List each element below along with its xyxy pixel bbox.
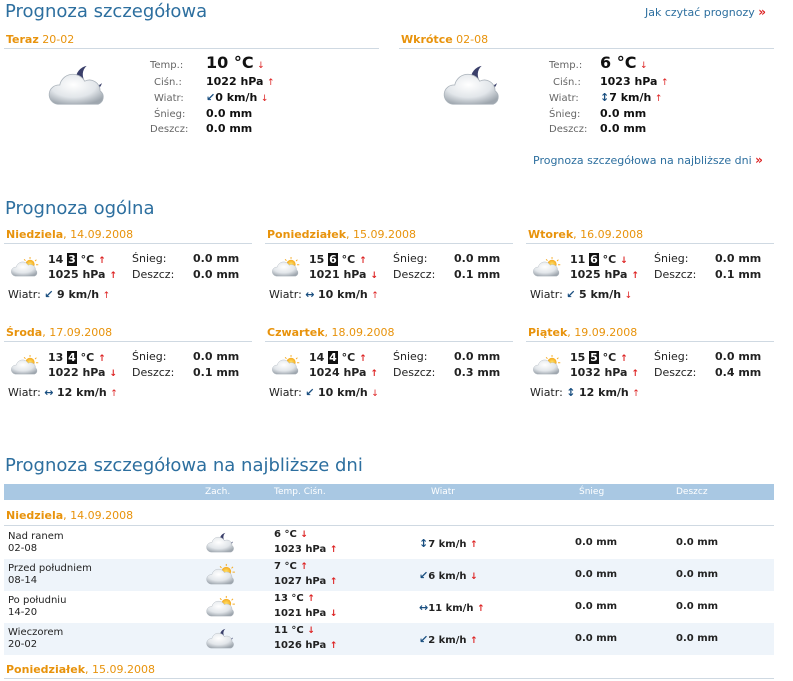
day-date: 19.09.2008 [574, 326, 638, 339]
row-snow: 0.0 mm [575, 537, 618, 548]
wind-direction-icon: ↙ [419, 569, 429, 582]
snow-label: Śnieg: [132, 350, 167, 363]
sun-cloud-icon [531, 354, 563, 377]
header-wind: Wiatr [431, 487, 455, 497]
day-card [526, 228, 776, 318]
now-rain-value: 0.0 mm [206, 122, 253, 135]
day-name: Poniedziałek [267, 228, 347, 241]
day-card [4, 228, 254, 318]
snow-value: 0.0 mm [193, 252, 240, 265]
rain-value: 0.3 mm [454, 366, 501, 379]
now-time: 20-02 [42, 33, 75, 46]
rain-label: Deszcz: [132, 268, 175, 281]
now-heading [6, 33, 74, 46]
snow-value: 0.0 mm [193, 350, 240, 363]
trend-icon: ↓ [620, 256, 628, 266]
how-to-read-link[interactable] [645, 5, 766, 19]
wind-value: 10 km/h [318, 288, 368, 301]
day-name: Środa [6, 326, 43, 339]
wind-direction-icon: ↙ [419, 633, 429, 646]
wind-direction-icon: ↔ [305, 288, 315, 301]
now-temp-label: Temp.: [150, 60, 184, 71]
temp-high: 15 [570, 351, 586, 364]
trend-icon: ↑ [631, 271, 639, 281]
rain-label: Deszcz: [654, 366, 697, 379]
now-rain-label: Deszcz: [150, 124, 189, 135]
row-wind-value: 7 km/h [428, 539, 467, 550]
temp-high: 13 [48, 351, 64, 364]
trend-icon: ↓ [329, 609, 338, 619]
trend-icon: ↑ [307, 594, 315, 604]
header-snow: Śnieg [579, 487, 605, 497]
trend-icon: ↑ [469, 540, 478, 550]
how-to-read-link-label[interactable]: Jak czytać prognozy [645, 6, 755, 19]
trend-down-icon: ↓ [639, 61, 648, 71]
trend-icon: ↓ [624, 291, 633, 301]
row-pres-value: 1027 hPa [274, 576, 327, 587]
now-snow-value: 0.0 mm [206, 107, 253, 120]
soon-time: 02-08 [456, 33, 489, 46]
day-heading: Wtorek, 16.09.2008 [528, 228, 644, 241]
trend-icon: ↑ [632, 389, 640, 399]
row-pres [274, 640, 337, 651]
day-wind [8, 386, 118, 399]
day-pres [309, 366, 378, 379]
trend-up-icon: ↑ [266, 78, 275, 88]
trend-icon: ↑ [109, 271, 117, 281]
wind-direction-icon: ↙ [305, 386, 315, 399]
row-period: Przed południem [8, 563, 92, 574]
detail-title: Prognoza szczegółowa [5, 1, 208, 22]
rain-label: Deszcz: [654, 268, 697, 281]
trend-icon: ↑ [110, 389, 118, 399]
day-heading: Niedziela, 14.09.2008 [6, 228, 134, 241]
row-pres [274, 608, 337, 619]
row-period: Po południu [8, 595, 67, 606]
rain-value: 0.1 mm [193, 366, 240, 379]
sun-cloud-icon [270, 354, 302, 377]
more-days-link[interactable] [533, 153, 763, 167]
row-wind-value: 11 km/h [428, 603, 474, 614]
row-hours: 08-14 [8, 575, 38, 586]
day-pres [48, 268, 117, 281]
raquo-icon: » [758, 5, 767, 19]
day-heading: Poniedziałek, 15.09.2008 [267, 228, 416, 241]
header-temp: Temp. Ciśn. [274, 487, 326, 497]
soon-temp-label: Temp.: [549, 60, 583, 71]
wind-direction-icon: ↔ [44, 386, 54, 399]
trend-icon: ↑ [469, 636, 478, 646]
trend-up-icon: ↑ [660, 78, 669, 88]
temp-high: 15 [309, 253, 325, 266]
day-temp [48, 253, 106, 266]
row-pres [274, 544, 337, 555]
day-card [526, 326, 776, 416]
wind-direction-icon: ↕ [600, 91, 610, 104]
trend-icon: ↓ [371, 389, 379, 399]
trend-icon: ↑ [620, 354, 628, 364]
temp-low: 4 [329, 351, 337, 364]
temp-low: 6 [590, 253, 598, 266]
trend-icon: ↑ [631, 369, 639, 379]
trend-icon: ↑ [329, 545, 338, 555]
day-date: 17.09.2008 [49, 326, 113, 339]
row-temp-value: 6 °C [274, 529, 297, 540]
day-name: Wtorek [528, 228, 574, 241]
day-pres [309, 268, 378, 281]
day-date: 14.09.2008 [70, 228, 134, 241]
day-name: Piątek [528, 326, 568, 339]
trend-down-icon: ↓ [257, 61, 265, 71]
now-temp-value: 10 °C [206, 53, 254, 72]
snow-label: Śnieg: [654, 350, 689, 363]
rain-label: Deszcz: [132, 366, 175, 379]
now-pres [206, 75, 275, 88]
pres-value: 1032 hPa [570, 366, 628, 379]
wind-label: Wiatr: [269, 386, 302, 399]
row-temp [274, 561, 308, 572]
trend-icon: ↑ [98, 256, 106, 266]
now-wind-label: Wiatr: [154, 93, 184, 104]
soon-wind [600, 91, 662, 104]
day-wind [269, 288, 379, 301]
row-pres-value: 1026 hPa [274, 640, 327, 651]
wind-direction-icon: ↔ [419, 601, 429, 614]
trend-up-icon: ↑ [654, 94, 663, 104]
row-pres [274, 576, 337, 587]
wind-value: 12 km/h [57, 386, 107, 399]
wind-label: Wiatr: [8, 288, 41, 301]
moon-cloud-icon [44, 62, 112, 110]
row-rain: 0.0 mm [676, 633, 719, 644]
trend-icon: ↓ [300, 530, 308, 540]
day-wind [269, 386, 379, 399]
snow-value: 0.0 mm [715, 350, 762, 363]
header-sky: Zach. [205, 487, 231, 497]
trend-icon: ↑ [300, 562, 308, 572]
day-heading: Środa, 17.09.2008 [6, 326, 113, 339]
day-pres [570, 366, 639, 379]
trend-icon: ↑ [371, 291, 379, 301]
general-title: Prognoza ogólna [5, 198, 155, 219]
soon-snow-label: Śnieg: [549, 109, 581, 120]
day-card [4, 326, 254, 416]
trend-down-icon: ↓ [260, 94, 269, 104]
day-wind [530, 386, 640, 399]
day-heading: Czwartek, 18.09.2008 [267, 326, 395, 339]
row-temp [274, 625, 315, 636]
temp-unit: °C [341, 351, 356, 364]
day-wind [530, 288, 632, 301]
day-temp [48, 351, 106, 364]
snow-value: 0.0 mm [715, 252, 762, 265]
now-snow-label: Śnieg: [154, 109, 186, 120]
wind-label: Wiatr: [8, 386, 41, 399]
rain-label: Deszcz: [393, 366, 436, 379]
row-pres-value: 1023 hPa [274, 544, 327, 555]
soon-heading [401, 33, 488, 46]
pres-value: 1024 hPa [309, 366, 367, 379]
table-day1-date: 14.09.2008 [70, 509, 134, 522]
temp-unit: °C [80, 253, 95, 266]
wind-direction-icon: ↙ [44, 288, 54, 301]
table-row [4, 527, 774, 559]
soon-temp [600, 53, 648, 72]
temp-low: 3 [68, 253, 76, 266]
table-row [4, 623, 774, 655]
pres-value: 1021 hPa [309, 268, 367, 281]
trend-icon: ↓ [469, 572, 478, 582]
row-period: Nad ranem [8, 531, 64, 542]
trend-icon: ↓ [370, 271, 378, 281]
row-snow: 0.0 mm [575, 633, 618, 644]
table-header [4, 484, 774, 500]
wind-label: Wiatr: [530, 288, 563, 301]
header-rain: Deszcz [676, 487, 708, 497]
pres-value: 1025 hPa [570, 268, 628, 281]
soon-wind-value: 7 km/h [609, 91, 652, 104]
day-date: 16.09.2008 [580, 228, 644, 241]
soon-pres-value: 1023 hPa [600, 75, 658, 88]
pres-value: 1022 hPa [48, 366, 106, 379]
wind-direction-icon: ↕ [566, 386, 576, 399]
now-pres-value: 1022 hPa [206, 75, 264, 88]
trend-icon: ↓ [307, 626, 315, 636]
snow-label: Śnieg: [132, 252, 167, 265]
rain-label: Deszcz: [393, 268, 436, 281]
day-wind [8, 288, 110, 301]
rain-value: 0.0 mm [193, 268, 240, 281]
table-day2-date: 15.09.2008 [92, 663, 155, 676]
day-name: Czwartek [267, 326, 325, 339]
row-wind [419, 537, 478, 550]
soon-label: Wkrótce [401, 33, 453, 46]
trend-icon: ↑ [329, 641, 338, 651]
pres-value: 1025 hPa [48, 268, 106, 281]
table-row [4, 559, 774, 591]
soon-wind-label: Wiatr: [549, 93, 579, 104]
row-temp [274, 593, 315, 604]
row-pres-value: 1021 hPa [274, 608, 327, 619]
day-card [265, 326, 515, 416]
row-wind [419, 633, 478, 646]
wind-value: 12 km/h [579, 386, 629, 399]
table-row [4, 591, 774, 623]
wind-direction-icon: ↙ [566, 288, 576, 301]
row-wind-value: 6 km/h [428, 571, 467, 582]
wind-label: Wiatr: [530, 386, 563, 399]
trend-icon: ↑ [359, 354, 367, 364]
day-date: 15.09.2008 [353, 228, 416, 241]
moon-cloud-icon [204, 531, 238, 555]
day-heading: Piątek, 19.09.2008 [528, 326, 638, 339]
soon-snow-value: 0.0 mm [600, 107, 647, 120]
wind-label: Wiatr: [269, 288, 302, 301]
sun-cloud-icon [270, 256, 302, 279]
row-snow: 0.0 mm [575, 569, 618, 580]
row-rain: 0.0 mm [676, 569, 719, 580]
table-day2-name: Poniedziałek [6, 663, 86, 676]
now-wind-value: 0 km/h [215, 91, 258, 104]
trend-icon: ↑ [98, 354, 106, 364]
temp-high: 11 [570, 253, 586, 266]
row-hours: 20-02 [8, 639, 38, 650]
trend-icon: ↑ [370, 369, 378, 379]
day-card [265, 228, 515, 318]
now-wind [206, 91, 268, 104]
day-temp [309, 253, 367, 266]
day-temp [309, 351, 367, 364]
table-day2-heading: Poniedziałek, 15.09.2008 [6, 663, 155, 676]
day-name: Niedziela [6, 228, 64, 241]
raquo-icon: » [755, 153, 763, 167]
now-pres-label: Ciśn.: [154, 77, 182, 88]
temp-low: 5 [590, 351, 598, 364]
temp-unit: °C [602, 253, 617, 266]
rain-value: 0.4 mm [715, 366, 762, 379]
soon-rain-value: 0.0 mm [600, 122, 647, 135]
snow-label: Śnieg: [654, 252, 689, 265]
wind-value: 5 km/h [579, 288, 622, 301]
row-rain: 0.0 mm [676, 601, 719, 612]
soon-temp-value: 6 °C [600, 53, 637, 72]
row-wind-value: 2 km/h [428, 635, 467, 646]
day-pres [570, 268, 639, 281]
day-temp [570, 253, 628, 266]
row-hours: 14-20 [8, 607, 38, 618]
row-snow: 0.0 mm [575, 601, 618, 612]
soon-rain-label: Deszcz: [549, 124, 588, 135]
row-temp-value: 7 °C [274, 561, 297, 572]
wind-value: 10 km/h [318, 386, 368, 399]
row-temp-value: 13 °C [274, 593, 304, 604]
moon-cloud-icon [204, 627, 238, 651]
temp-low: 4 [68, 351, 76, 364]
day-date: 18.09.2008 [331, 326, 395, 339]
now-label: Teraz [6, 33, 39, 46]
row-period: Wieczorem [8, 627, 64, 638]
moon-cloud-icon [439, 62, 507, 110]
sun-cloud-icon [531, 256, 563, 279]
row-rain: 0.0 mm [676, 537, 719, 548]
soon-pres [600, 75, 669, 88]
row-hours: 02-08 [8, 543, 38, 554]
day-temp [570, 351, 628, 364]
temp-unit: °C [80, 351, 95, 364]
rain-value: 0.1 mm [454, 268, 501, 281]
table-day1-name: Niedziela [6, 509, 64, 522]
temp-high: 14 [309, 351, 325, 364]
table-day1-heading: Niedziela, 14.09.2008 [6, 509, 134, 522]
rain-value: 0.1 mm [715, 268, 762, 281]
temp-unit: °C [602, 351, 617, 364]
table-title: Prognoza szczegółowa na najbliższe dni [5, 455, 363, 476]
sun-cloud-icon [204, 595, 238, 619]
sun-cloud-icon [204, 563, 238, 587]
soon-pres-label: Ciśn.: [553, 77, 581, 88]
row-wind [419, 569, 478, 582]
now-temp [206, 53, 265, 72]
wind-value: 9 km/h [57, 288, 100, 301]
row-temp [274, 529, 308, 540]
trend-icon: ↓ [109, 369, 117, 379]
day-pres [48, 366, 117, 379]
sun-cloud-icon [9, 354, 41, 377]
trend-icon: ↑ [329, 577, 338, 587]
temp-high: 14 [48, 253, 64, 266]
sun-cloud-icon [9, 256, 41, 279]
snow-label: Śnieg: [393, 252, 428, 265]
snow-value: 0.0 mm [454, 252, 501, 265]
trend-icon: ↑ [359, 256, 367, 266]
trend-icon: ↑ [102, 291, 111, 301]
row-wind [419, 601, 485, 614]
row-temp-value: 11 °C [274, 625, 304, 636]
temp-unit: °C [341, 253, 356, 266]
more-days-link-label[interactable]: Prognoza szczegółowa na najbliższe dni [533, 154, 752, 167]
snow-value: 0.0 mm [454, 350, 501, 363]
wind-direction-icon: ↙ [206, 91, 216, 104]
wind-direction-icon: ↕ [419, 537, 429, 550]
snow-label: Śnieg: [393, 350, 428, 363]
trend-icon: ↑ [476, 604, 485, 614]
temp-low: 6 [329, 253, 337, 266]
